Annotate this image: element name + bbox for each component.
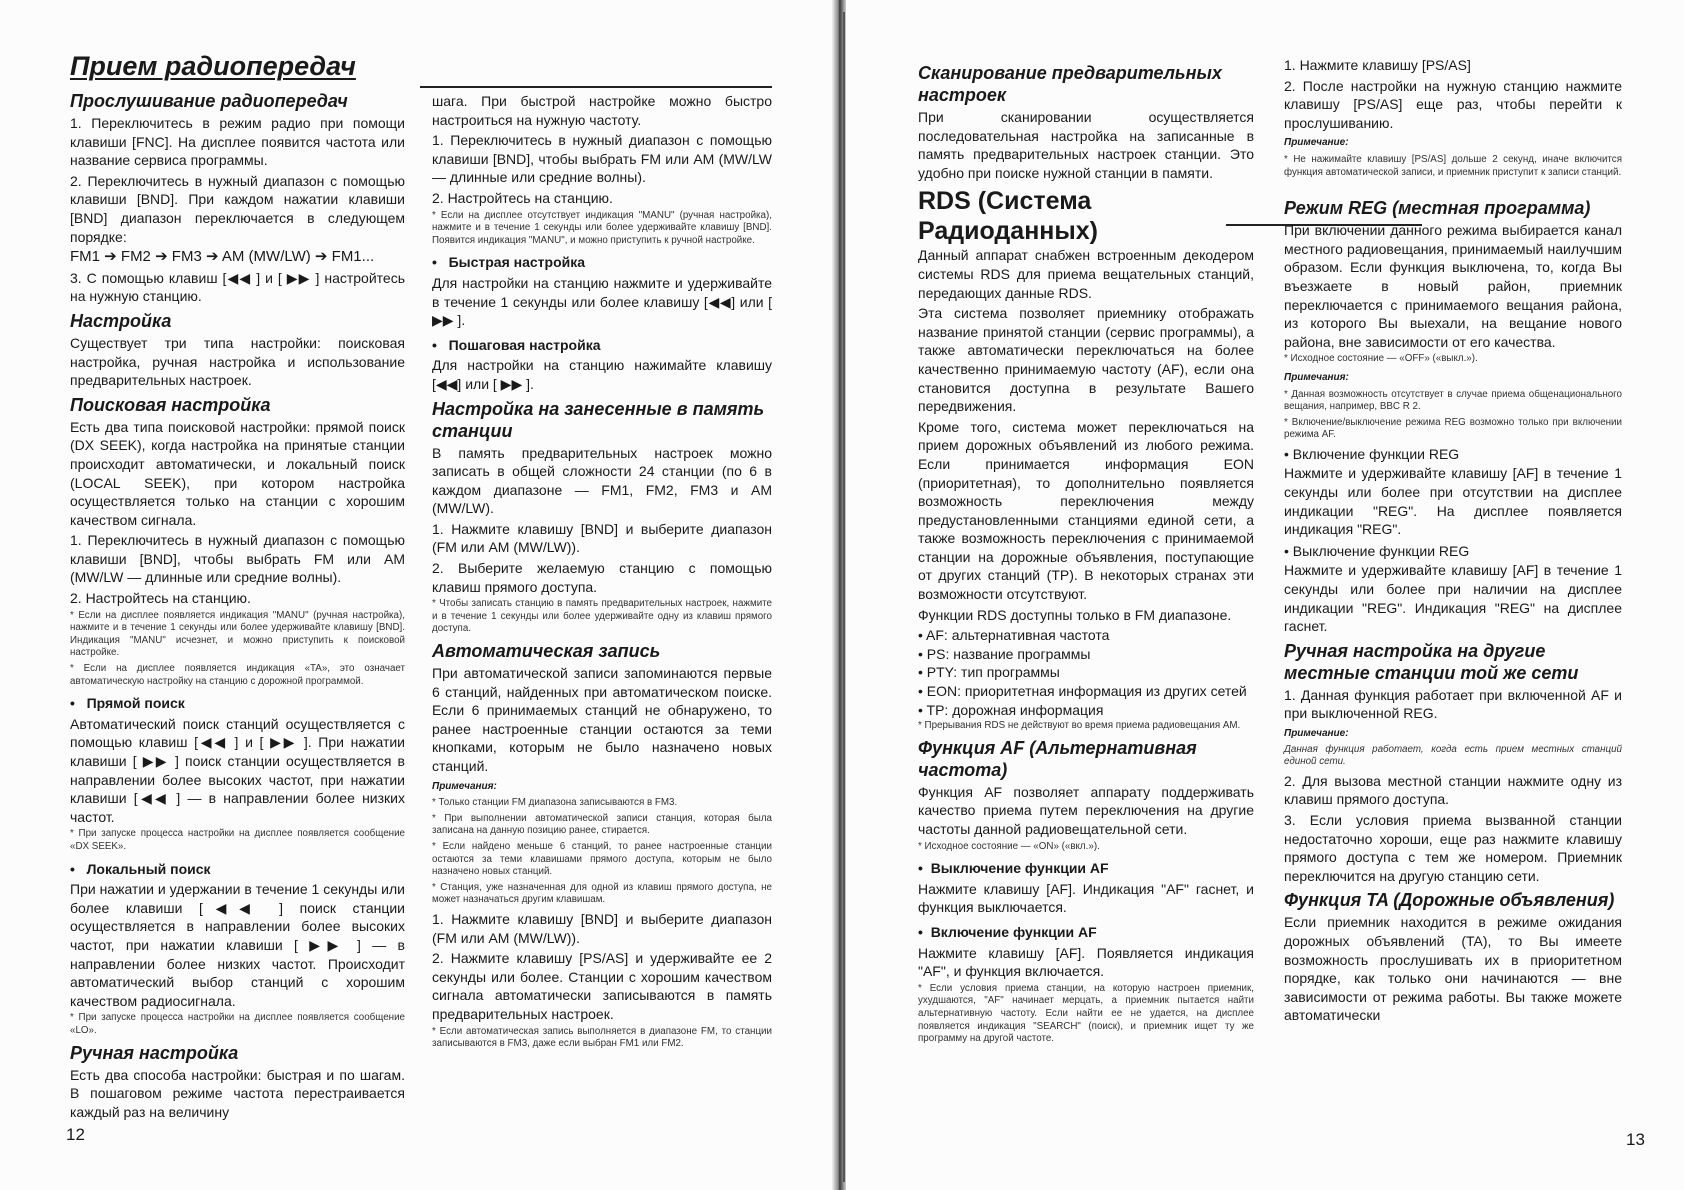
rds-text-3: Кроме того, система может переключаться на прием дорожных объявлений из любого режима. Если принимается информация EON (приоритетная), то дополнительно появляется возможность переключения между предустановленными станциями единой сети, а также возможность переключения с принимаемой станции на дорожные объявления, поступающие от других станций (TP). В некоторых странах эти возможности отсутствуют. [918,418,1254,603]
seek-step-2: 2. Настройтесь на станцию. [70,590,251,607]
local-search-heading: • Локальный поиск [70,860,211,877]
local-manual-note: Данная функция работает, когда есть прием местных станций единой сети. [1284,743,1622,768]
left-column-1 [70,86,405,1123]
reg-heading: Режим REG (местная программа) [1284,198,1591,219]
manual-heading: Ручная настройка [70,1042,239,1063]
direct-search-text: Автоматический поиск станций осуществляется с помощью клавиш [◀◀ ] и [ ▶▶ ]. При нажатии клавиши [ ▶▶ ] поиск станции осуществляется в направлении более высоких частот, при нажатии клавиши [◀◀ ] — в направлении более низких частот. [70,715,405,825]
af-on-heading: • Включение функции AF [918,923,1097,940]
auto-store-notes-label: Примечания: [432,780,497,792]
tuning-text: Существует три типа настройки: поисковая настройка, ручная настройка и использование предварительных настроек. [70,334,405,389]
psas-step-2: 2. После настройки на нужную станцию нажмите клавишу [PS/AS] еще раз, чтобы перейти к прослушиванию. [1284,77,1622,131]
preset-step-2: 2. Выберите желаемую станцию с помощью клавиш прямого доступа. [432,560,772,595]
band-sequence: FM1 ➔ FM2 ➔ FM3 ➔ AM (MW/LW) ➔ FM1... [70,248,375,266]
title-rule [420,86,772,88]
rds-list-pty: • PTY: тип программы [918,664,1060,681]
direct-search-note: * При запуске процесса настройки на дисплее появляется сообщение «DX SEEK». [70,828,405,852]
reg-text: При включении данного режима выбирается канал местного радиовещания, принимаемый наилучшим образом. Если функция выключена, то, когда Вы въезжаете в новый район, приемник переключается с принимаемого вещания района, из которого Вы выехали, на вещание нового района, вне зависимости от его качества. [1284,222,1622,350]
seek-step-1: 1. Переключитесь в нужный диапазон с помощью клавиши [BND], чтобы выбрать FM или AM (MW/LW — длинные или средние волны). [70,532,405,586]
manual-step-2: 2. Настройтесь на станцию. [432,189,613,206]
auto-store-note-4: * Станция, уже назначенная для одной из клавиш прямого доступа, не может назначаться другим клавишам. [432,881,772,906]
fast-tuning-heading: • Быстрая настройка [432,254,586,271]
rds-list-af: • AF: альтернативная частота [918,627,1110,644]
fast-tuning-label: Быстрая настройка [448,254,586,271]
preset-heading: Настройка на занесенные в память станции [432,398,765,441]
right-page-number: 13 [1626,1130,1645,1149]
rds-note: * Прерывания RDS не действуют во время приема радиовещания AM. [918,720,1241,732]
ta-text: Если приемник находится в режиме ожидания дорожных объявлений (TA), то Вы имеете возможность прослушивать их в приоритетном порядке, как только они начинаются — вне зависимости от режима работы. Вы также можете автоматически [1284,914,1622,1024]
seek-note-2: * Если на дисплее появляется индикация «TA», это означает автоматическую настройку на станцию с дорожной программой. [70,663,405,687]
local-manual-step-3: 3. Если условия приема вызванной станции недостаточно хороши, еще раз нажмите клавишу прямого доступа с тем же номером. Приемник переключится на другую станцию сети. [1284,811,1622,884]
af-on-label: Включение функции AF [930,923,1097,940]
reg-note-1: * Данная возможность отсутствует в случае приема общенационального вещания, например, BBC R 2. [1284,388,1622,413]
rds-text-1: Данный аппарат снабжен встроенным декодером системы RDS для приема вещательных станций, передающих данные RDS. [918,247,1254,301]
left-page-number: 12 [66,1125,85,1144]
rds-text-4: Функции RDS доступны только в FM диапазоне. [918,606,1232,623]
seek-heading: Поисковая настройка [70,394,271,415]
tuning-heading: Настройка [70,310,172,331]
auto-store-note-5: * Если автоматическая запись выполняется в диапазоне FM, то станции записываются в FM3, даже если выбран FM1 или FM2. [432,1025,772,1050]
scan-heading: Сканирование предварительных настроек [918,63,1222,105]
rds-title: RDS (Система Радиоданных) [918,187,1098,246]
step-tuning-heading: • Пошаговая настройка [432,336,601,353]
reg-note-default: * Исходное состояние — «OFF» («выкл.»). [1284,353,1478,365]
ta-heading: Функция TA (Дорожные объявления) [1284,890,1615,911]
seek-text: Есть два типа поисковой настройки: прямой поиск (DX SEEK), когда настройка на принятые станции происходит автоматически, и локальный поиск (LOCAL SEEK), при котором настройка осуществляется только на станции с хорошим качеством сигнала. [70,418,405,528]
direct-search-heading: • Прямой поиск [70,695,185,712]
local-manual-note-label: Примечание: [1284,728,1349,739]
auto-store-note-2: * При выполнении автоматической записи станция, которая была записана на данную позицию ранее, стирается. [432,812,772,837]
auto-store-note-3: * Если найдено меньше 6 станций, то ранее настроенные станции остаются за теми клавишами прямого доступа, которым не было назначено новых станций. [432,840,772,878]
auto-store-step-1: 1. Нажмите клавишу [BND] и выберите диапазон (FM или AM (MW/LW)). [432,910,772,946]
af-off-heading: • Выключение функции AF [918,860,1109,877]
manual-text: Есть два способа настройки: быстрая и по шагам. В пошаговом режиме частота перестраивается каждый раз на величину [70,1066,405,1120]
local-search-note: * При запуске процесса настройки на дисплее появляется сообщение «LO». [70,1012,405,1036]
left-column-2 [432,92,772,1054]
psas-note: * Не нажимайте клавишу [PS/AS] дольше 2 секунд, иначе включится функция автоматической записи, и приемник приступит к записи станций. [1284,153,1622,178]
preset-note: * Чтобы записать станцию в память предварительных настроек, нажмите и в течение 1 секунды или более удерживайте одну из клавиш прямого доступа. [432,598,772,635]
auto-store-heading: Автоматическая запись [432,641,661,662]
local-search-text: При нажатии и удержании в течение 1 секунды или более клавиши [◀◀ ] поиск станции осуществляется в направлении более высоких частот, при нажатии клавиши [ ▶▶ ] — в направлении более низких частот. Происходит автоматический выбор станций с хорошим качеством радиосигнала. [70,881,405,1009]
local-manual-heading: Ручная настройка на другие местные станции той же сети [1284,640,1579,683]
step-tuning-label: Пошаговая настройка [448,336,601,353]
af-heading: Функция AF (Альтернативная частота) [918,737,1197,780]
af-text: Функция AF позволяет аппарату поддерживать качество приема путем переключения на другие частоты данной радиовещательной сети. [918,783,1254,837]
reg-on-text: Нажмите и удерживайте клавишу [AF] в течение 1 секунды или более при отсутствии на дисплее индикации "REG". На дисплее появляется индикация "REG". [1284,465,1622,538]
listen-step-3: 3. С помощью клавиш [◀◀ ] и [ ▶▶ ] настройтесь на нужную станцию. [70,269,405,305]
preset-step-1: 1. Нажмите клавишу [BND] и выберите диапазон (FM или AM (MW/LW)). [432,520,772,556]
psas-note-label: Примечание: [1284,137,1349,149]
local-search-label: Локальный поиск [86,860,211,877]
auto-store-note-1: * Только станции FM диапазона записываются в FM3. [432,797,678,809]
listen-step-1: 1. Переключитесь в режим радио при помощи клавиши [FNC]. На дисплее появится частота или название сервиса программы. [70,115,405,169]
af-off-label: Выключение функции AF [930,860,1109,877]
rds-text-2: Эта система позволяет приемнику отображать название принятой станции (сервис программы), а также автоматически переключаться на более качественно принимаемую частоту (AF), если она становится доступна в результате Вашего передвижения. [918,305,1254,415]
step-tuning-text: Для настройки на станцию нажимайте клавишу [◀◀] или [ ▶▶ ]. [432,357,772,392]
rds-list-eon: • EON: приоритетная информация из других сетей [918,683,1247,700]
psas-step-1: 1. Нажмите клавишу [PS/AS] [1284,57,1471,73]
rds-list-ps: • PS: название программы [918,645,1091,662]
local-manual-step-1: 1. Данная функция работает при включенной AF и при выключенной REG. [1284,686,1622,722]
reg-note-2: * Включение/выключение режима REG возможно только при включении режима AF. [1284,416,1622,441]
scan-text: При сканировании осуществляется последовательная настройка на записанные в память предварительных настроек станции. Это удобно при поиске нужной станции в памяти. [918,109,1254,181]
right-column-2 [1284,56,1622,1027]
af-on-note: * Если условия приема станции, на которую настроен приемник, ухудшаются, "AF" начинает мерцать, а приемник пытается найти альтернативную частоту. Если найти ее не удается, на дисплее появляется индикация "SEARCH" (поиск), и приемник ищет ту же программу на другой частоте. [918,982,1254,1045]
reg-off-heading: • Выключение функции REG [1284,542,1470,559]
listen-heading: Прослушивание радиопередач [70,91,348,111]
direct-search-label: Прямой поиск [86,695,185,712]
reg-on-heading: • Включение функции REG [1284,445,1460,462]
fast-tuning-text: Для настройки на станцию нажмите и удерживайте в течение 1 секунды или более клавишу [◀◀] или [ ▶▶ ]. [432,274,772,329]
left-page-title: Прием радиопередач [70,51,356,81]
af-on-text: Нажмите клавишу [AF]. Появляется индикация "AF", и функция включается. [918,944,1254,980]
reg-notes-label: Примечания: [1284,371,1349,383]
left-page [0,0,832,1190]
rds-list-tp: • TP: дорожная информация [918,701,1104,718]
af-off-text: Нажмите клавишу [AF]. Индикация "AF" гаснет, и функция выключается. [918,880,1254,916]
reg-off-text: Нажмите и удерживайте клавишу [AF] в течение 1 секунды или более при наличии на дисплее индикации "REG". Индикация "REG" на дисплее гаснет. [1284,562,1622,635]
manual-note: * Если на дисплее отсутствует индикация "MANU" (ручная настройка), нажмите и в течение 1 секунды или более удерживайте клавишу [BND]. Появится индикация "MANU", и можно приступить к ручной настройке. [432,209,772,246]
manual-step-1: 1. Переключитесь в нужный диапазон с помощью клавиши [BND], чтобы выбрать FM или AM (MW/LW — длинные или средние волны). [432,132,772,186]
local-manual-step-2: 2. Для вызова местной станции нажмите одну из клавиш прямого доступа. [1284,772,1622,808]
auto-store-text: При автоматической записи запоминаются первые 6 станций, найденных при автоматическом поиске. Если 6 принимаемых станций не обнаружено, то ранее настроенные станции остаются за теми кнопками, которым не было назначено новых станций. [432,665,772,774]
preset-text: В память предварительных настроек можно записать в общей сложности 24 станции (по 6 в каждом диапазоне — FM1, FM2, FM3 и AM (MW/LW). [432,444,772,517]
manual-continued: шага. При быстрой настройке можно быстро настроиться на нужную частоту. [432,93,772,128]
listen-step-2: 2. Переключитесь в нужный диапазон с помощью клавиши [BND]. При каждом нажатии клавиши [BND] диапазон переключается в следующем порядке: [70,172,405,245]
seek-note-1: * Если на дисплее появляется индикация "MANU" (ручная настройка), нажмите и в течение 1 секунды или более удерживайте клавишу [BND]. Индикация "MANU" исчезнет, и можно приступить к поисковой настройке. [70,609,405,659]
right-page [846,0,1684,1190]
gutter-line [843,12,845,1182]
right-column-1 [918,58,1254,1049]
auto-store-step-2: 2. Нажмите клавишу [PS/AS] и удерживайте ее 2 секунды или более. Станции с хорошим качеством сигнала автоматически записываются в память предварительных настроек. [432,950,772,1022]
af-note: * Исходное состояние — «ON» («вкл.»). [918,840,1100,852]
